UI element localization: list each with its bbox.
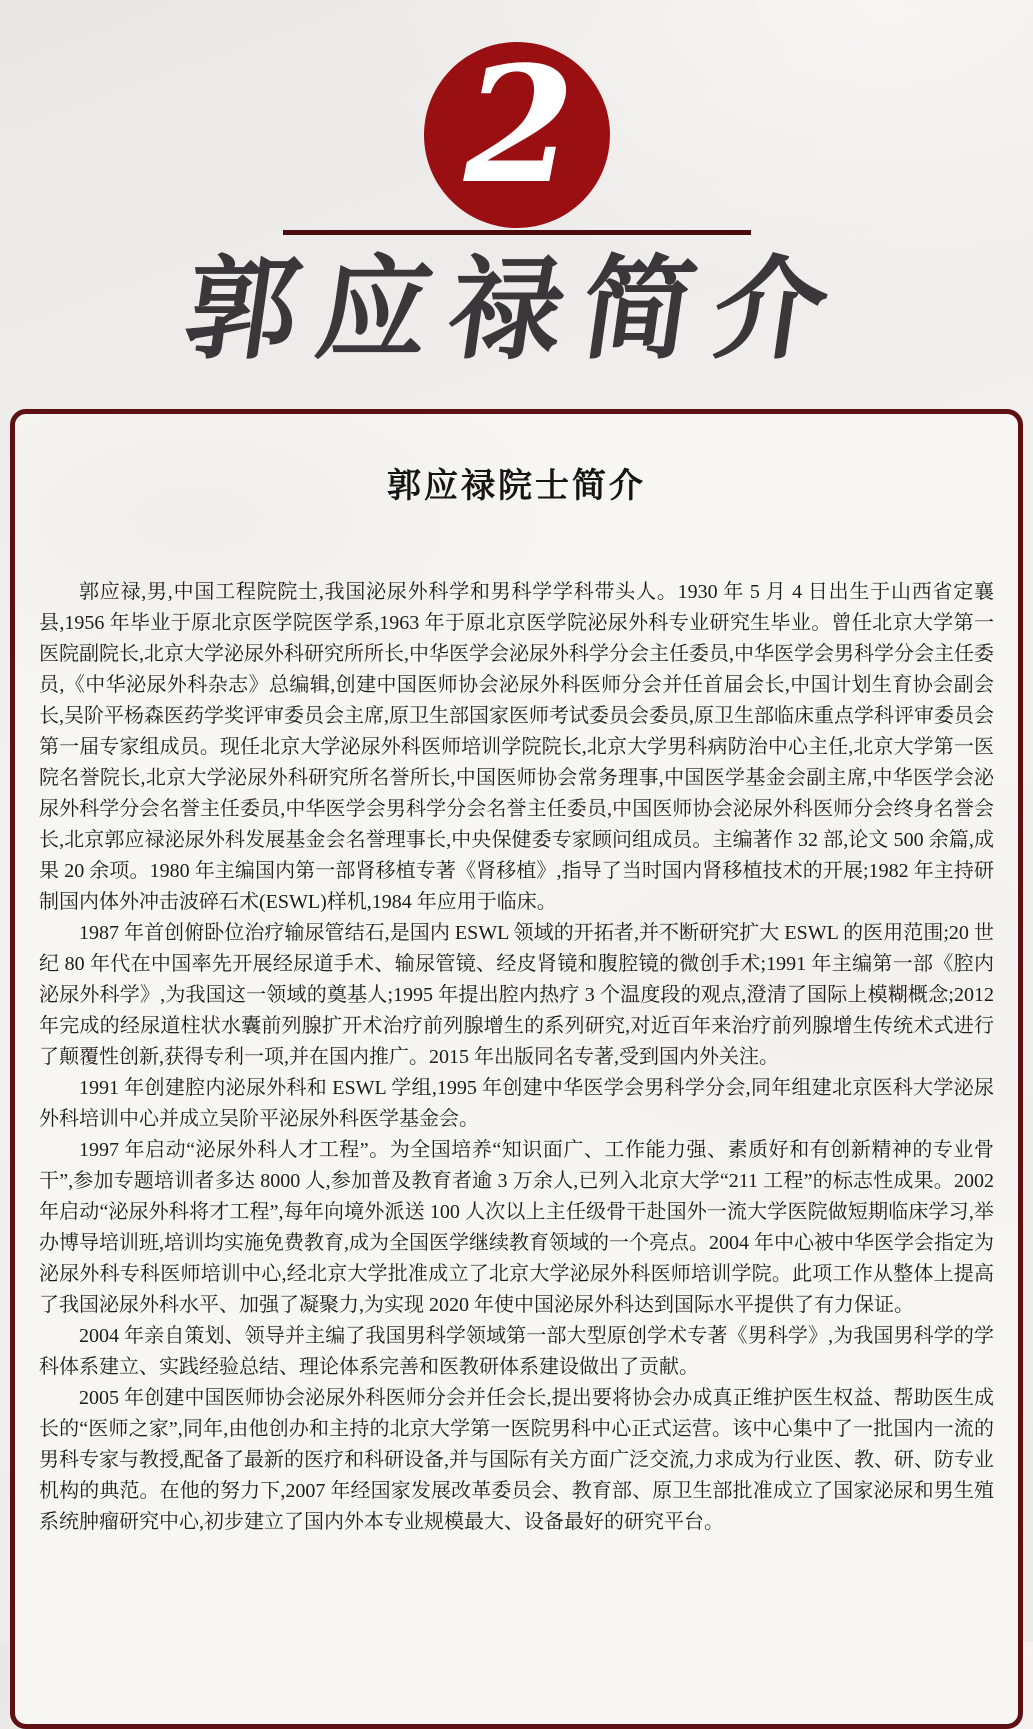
biography-text <box>39 577 994 1538</box>
biography-paragraph-3: 1991 年创建腔内泌尿外科和 ESWL 学组,1995 年创建中华医学会男科学分会,同年组建北京医科大学泌尿外科培训中心并成立吴阶平泌尿外科医学基金会。 <box>39 1076 994 1130</box>
biography-card <box>10 409 1023 1729</box>
card-title: 郭应禄院士简介 <box>387 467 646 505</box>
biography-paragraph-2: 1987 年首创俯卧位治疗输尿管结石,是国内 ESWL 领域的开拓者,并不断研究扩大 ESWL 的医用范围;20 世纪 80 年代在中国率先开展经尿道手术、输尿管镜、经皮肾镜和腹腔镜的微创手术;1991 年主编第一部《腔内泌尿外科学》,为我国这一领域的奠基人;1995 年提出腔内热疗 3 个温度段的观点,澄清了国际上模糊概念;2012 年完成的经尿道柱状水囊前列腺扩开术治疗前列腺增生的系列研究,对近百年来治疗前列腺增生传统术式进行了颠覆性创新,获得专利一项,并在国内推广。2015 年出版同名专著,受到国内外关注。 <box>39 921 994 1068</box>
biography-paragraph-5: 2004 年亲自策划、领导并主编了我国男科学领域第一部大型原创学术专著《男科学》,为我国男科学的学科体系建立、实践经验总结、理论体系完善和医教研体系建设做出了贡献。 <box>39 1324 994 1378</box>
section-number: 2 <box>463 31 576 219</box>
page-title: 郭应禄简介 <box>177 247 856 372</box>
biography-paragraph-6: 2005 年创建中国医师协会泌尿外科医师分会并任会长,提出要将协会办成真正维护医生权益、帮助医生成长的“医师之家”,同年,由他创办和主持的北京大学第一医院男科中心正式运营。该中心集中了一批国内一流的男科专家与教授,配备了最新的医疗和科研设备,并与国际有关方面广泛交流,力求成为行业医、教、研、防专业机构的典范。在他的努力下,2007 年经国家发展改革委员会、教育部、原卫生部批准成立了国家泌尿和男生殖系统肿瘤研究中心,初步建立了国内外本专业规模最大、设备最好的研究平台。 <box>39 1386 994 1533</box>
section-number-badge <box>424 31 610 228</box>
divider-line <box>283 230 751 235</box>
biography-paragraph-4: 1997 年启动“泌尿外科人才工程”。为全国培养“知识面广、工作能力强、素质好和有创新精神的专业骨干”,参加专题培训者多达 8000 人,参加普及教育者逾 3 万余人,已列入北京大学“211 工程”的标志性成果。2002 年启动“泌尿外科将才工程”,每年向境外派送 100 人次以上主任级骨干赴国外一流大学医院做短期临床学习,举办博导培训班,培训均实施免费教育,成为全国医学继续教育领域的一个亮点。2004 年中心被中华医学会指定为泌尿外科专科医师培训中心,经北京大学批准成立了北京大学泌尿外科医师培训学院。此项工作从整体上提高了我国泌尿外科水平、加强了凝聚力,为实现 2020 年使中国泌尿外科达到国际水平提供了有力保证。 <box>39 1138 994 1316</box>
biography-paragraph-1: 郭应禄,男,中国工程院院士,我国泌尿外科学和男科学学科带头人。1930 年 5 月 4 日出生于山西省定襄县,1956 年毕业于原北京医学院医学系,1963 年于原北京医学院泌尿外科专业研究生毕业。曾任北京大学第一医院副院长,北京大学泌尿外科研究所所长,中华医学会泌尿外科学分会主任委员,中华医学会男科学分会主任委员,《中华泌尿外科杂志》总编辑,创建中国医师协会泌尿外科医师分会并任首届会长,中国计划生育协会副会长,吴阶平杨森医药学奖评审委员会主席,原卫生部国家医师考试委员会委员,原卫生部临床重点学科评审委员会第一届专家组成员。现任北京大学泌尿外科医师培训学院院长,北京大学男科病防治中心主任,北京大学第一医院名誉院长,北京大学泌尿外科研究所名誉所长,中国医师协会常务理事,中国医学基金会副主席,中华医学会泌尿外科学分会名誉主任委员,中华医学会男科学分会名誉主任委员,中国医师协会泌尿外科医师分会终身名誉会长,北京郭应禄泌尿外科发展基金会名誉理事长,中央保健委专家顾问组成员。主编著作 32 部,论文 500 余篇,成果 20 余项。1980 年主编国内第一部肾移植专著《肾移植》,指导了当时国内肾移植技术的开展;1982 年主持研制国内体外冲击波碎石术(ESWL)样机,1984 年应用于临床。 <box>39 580 994 913</box>
page <box>0 31 1033 1642</box>
hero-section <box>0 31 1033 372</box>
